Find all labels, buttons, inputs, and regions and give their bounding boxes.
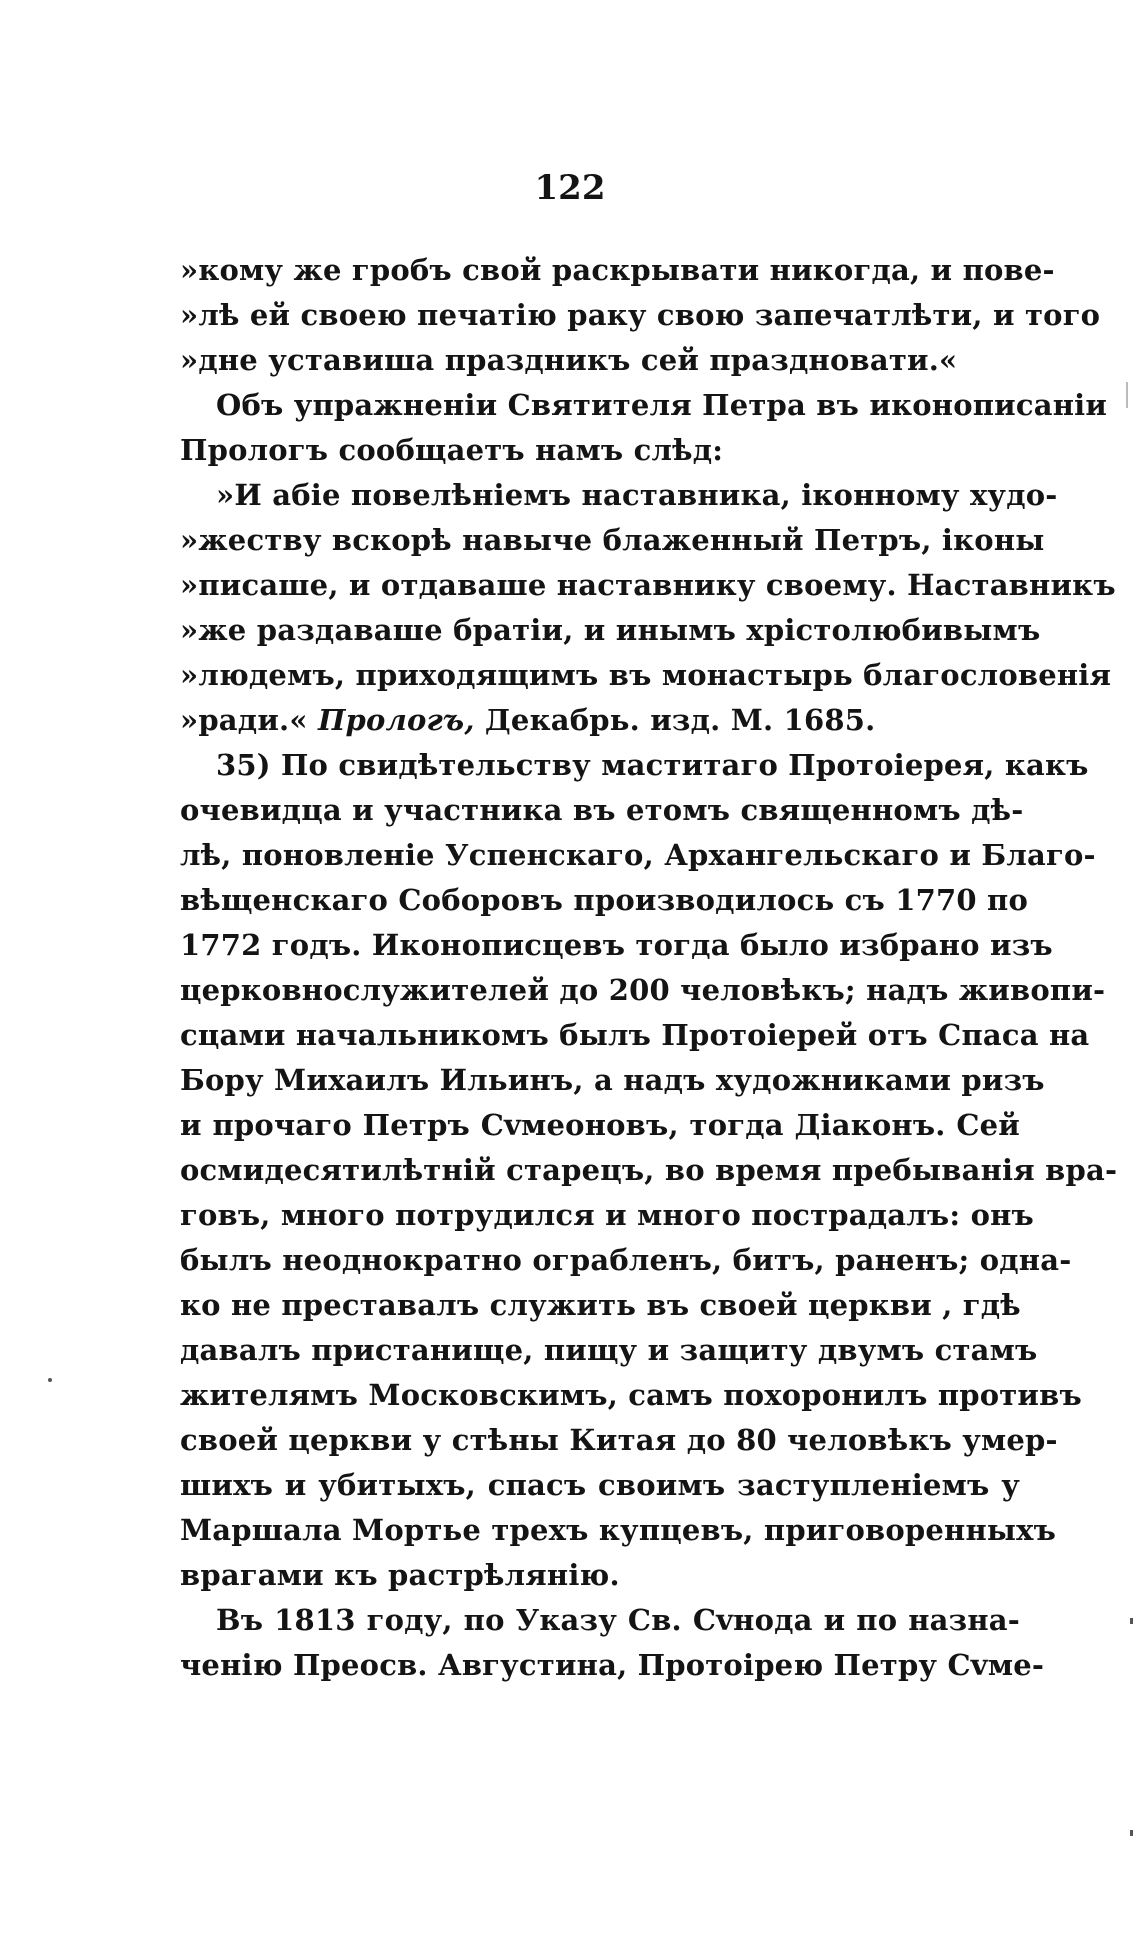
text-line: 35) По свидѣтельству маститаго Протоіерея, какъ xyxy=(216,748,1089,782)
text-line: церковнослужителей до 200 человѣкъ; надъ живопи- xyxy=(180,973,1106,1007)
text-line: Объ упражненіи Святителя Петра въ иконописаніи xyxy=(216,388,1108,422)
text-line: вѣщенскаго Соборовъ производилось съ 1770 по xyxy=(180,883,1029,917)
text-line: своей церкви у стѣны Китая до 80 человѣкъ умер- xyxy=(180,1423,1058,1457)
citation-source: Прологъ, xyxy=(317,703,475,737)
text-line: »лѣ ей своею печатію раку свою запечатлѣти, и того xyxy=(180,298,1101,332)
paragraph-prologue-intro xyxy=(180,383,1108,473)
scan-speck xyxy=(1130,1618,1133,1624)
text-line: »жеству вскорѣ навыче блаженный Петръ, іконы xyxy=(180,523,1045,557)
text-line: »И абіе повелѣніемъ наставника, іконному худо- xyxy=(216,478,1058,512)
text-line: ченію Преосв. Августина, Протоірею Петру Сvме- xyxy=(180,1648,1045,1682)
text-line: шихъ и убитыхъ, спасъ своимъ заступленіемъ у xyxy=(180,1468,1020,1502)
text-line: говъ, много потрудился и много пострадалъ: онъ xyxy=(180,1198,1034,1232)
text-line: ко не преставалъ служить въ своей церкви , гдѣ xyxy=(180,1288,1021,1322)
text-line: 1772 годъ. Иконописцевъ тогда было избрано изъ xyxy=(180,928,1053,962)
text-line: и прочаго Петръ Сvмеоновъ, тогда Діаконъ. Сей xyxy=(180,1108,1020,1142)
citation-line xyxy=(180,698,1020,743)
text-line: Прологъ сообщаетъ намъ слѣд: xyxy=(180,433,724,467)
text-line: былъ неоднократно ограбленъ, битъ, раненъ; одна- xyxy=(180,1243,1072,1277)
text-line: очевидца и участника въ етомъ священномъ дѣ- xyxy=(180,793,1024,827)
text-line: »писаше, и отдаваше наставнику своему. Наставникъ xyxy=(180,568,1116,602)
paragraph-note-35 xyxy=(180,743,1118,1598)
scan-speck xyxy=(1126,382,1128,408)
text-line: Маршала Мортье трехъ купцевъ, приговоренныхъ xyxy=(180,1513,1057,1547)
text-line: врагами къ растрѣлянію. xyxy=(180,1558,620,1592)
text-line: жителямъ Московскимъ, самъ похоронилъ противъ xyxy=(180,1378,1082,1412)
scan-speck xyxy=(1130,1830,1133,1836)
citation-after: Декабрь. изд. М. 1685. xyxy=(474,703,876,737)
text-line: осмидесятилѣтній старецъ, во время пребыванія вра- xyxy=(180,1153,1118,1187)
page-number: 122 xyxy=(534,168,606,208)
paragraph-quote-end xyxy=(180,248,1101,383)
paragraph-prologue-quote xyxy=(180,473,1116,743)
citation-before: »ради.« xyxy=(180,703,318,737)
text-line: лѣ, поновленіе Успенскаго, Архангельскаго и Благо- xyxy=(180,838,1096,872)
text-line: »людемъ, приходящимъ въ монастырь благословенія xyxy=(180,658,1112,692)
text-line: Бору Михаилъ Ильинъ, а надъ художниками ризъ xyxy=(180,1063,1045,1097)
scan-speck xyxy=(48,1378,52,1382)
text-line: давалъ пристанище, пищу и защиту двумъ стамъ xyxy=(180,1333,1038,1367)
paragraph-1813 xyxy=(180,1598,1045,1688)
text-line: Въ 1813 году, по Указу Св. Сvнода и по назна- xyxy=(216,1603,1020,1637)
text-line: »кому же гробъ свой раскрывати никогда, и пове- xyxy=(180,253,1055,287)
text-line: »дне уставиша праздникъ сей праздновати.« xyxy=(180,343,958,377)
body-text xyxy=(180,248,1118,1688)
text-line: »же раздаваше братіи, и инымъ хрістолюбивымъ xyxy=(180,613,1041,647)
text-line: сцами начальникомъ былъ Протоіерей отъ Спаса на xyxy=(180,1018,1090,1052)
